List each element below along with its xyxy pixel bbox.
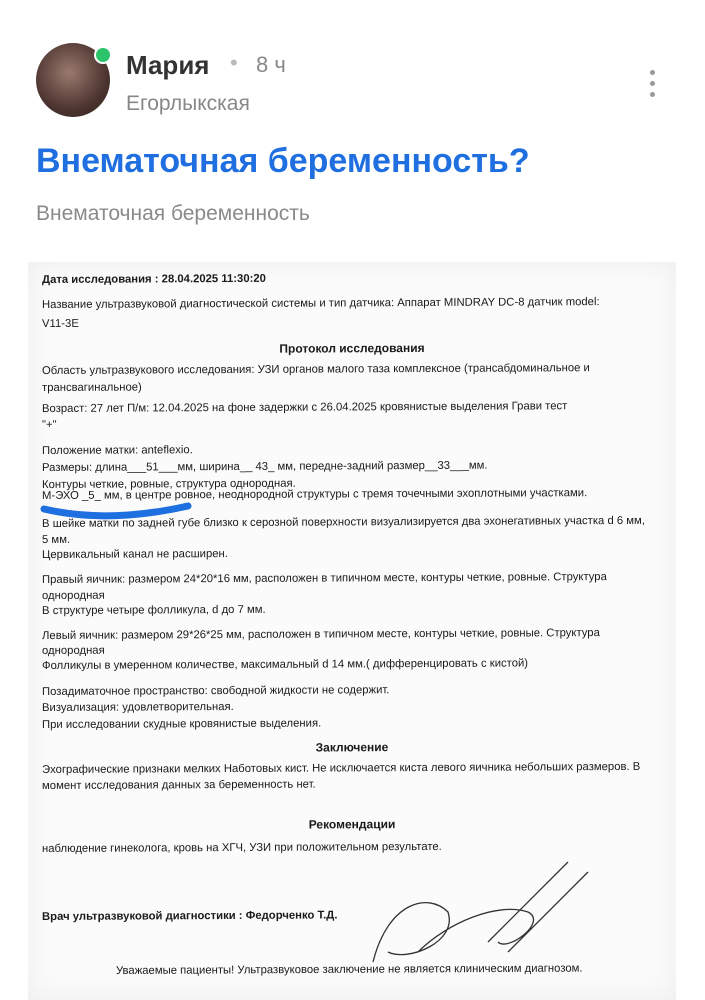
doc-line: М-ЭХО _5_ мм, в центре ровное, неоднородной структуры с тремя точечными эхоплотными участками. — [41, 487, 588, 502]
doc-line: Область ультразвукового исследования: УЗИ органов малого таза комплексное (трансабдоминальное и — [41, 362, 590, 377]
post-title: Внематочная беременность? — [36, 142, 530, 180]
post-subtitle: Внематочная беременность — [36, 202, 310, 225]
doc-line: Контуры четкие, ровные, структура однородная. — [41, 477, 296, 491]
doc-line: момент исследования данных за беременность нет. — [41, 778, 316, 792]
doc-line: Правый яичник: размером 24*20*16 мм, расположен в типичном месте, контуры четкие, ровные. Структура — [41, 571, 607, 586]
doc-line: Левый яичник: размером 29*26*25 мм, расположен в типичном месте, контуры четкие, ровные. Структура — [41, 627, 600, 642]
doc-line: наблюдение гинеколога, кровь на ХГЧ, УЗИ при положительном результате. — [41, 840, 442, 855]
doc-line: Цервикальный канал не расширен. — [41, 548, 228, 561]
doc-line: Фолликулы в умеренном количестве, максимальный d 14 мм.( дифференцировать с кистой) — [41, 657, 529, 672]
doc-line: однородная — [41, 589, 105, 602]
doc-line: "+" — [41, 418, 57, 431]
doc-line: В структуре четыре фолликула, d до 7 мм. — [41, 603, 266, 617]
ultrasound-report-photo[interactable] — [28, 262, 676, 1000]
doc-heading: Заключение — [315, 740, 389, 755]
doc-line: 5 мм. — [41, 533, 71, 546]
doc-heading: Рекомендации — [308, 817, 396, 832]
doc-line: однородная — [41, 644, 105, 657]
doc-line: Врач ультразвуковой диагностики : Федорченко Т.Д. — [41, 909, 338, 923]
doc-line: В шейке матки по задней губе близко к серозной поверхности визуализируется два эхонегативных участка d 6 мм, — [41, 514, 645, 530]
doc-line: V11-3E — [41, 317, 79, 330]
doc-line: Эхографические признаки мелких Наботовых кист. Не исключается киста левого яичника небольших размеров. В — [41, 760, 641, 776]
more-options-icon[interactable] — [646, 70, 658, 103]
post-time: 8 ч — [256, 52, 286, 77]
doc-line: Дата исследования : 28.04.2025 11:30:20 — [41, 272, 266, 286]
author-location: Егорлыкская — [126, 92, 250, 115]
separator-dot: • — [230, 50, 238, 75]
author-name[interactable]: Мария — [126, 50, 210, 80]
doc-line: Уважаемые пациенты! Ультразвуковое заключение не является клиническим диагнозом. — [115, 962, 583, 977]
doc-line: трансвагинальное) — [41, 381, 142, 394]
doc-line: Визуализация: удовлетворительная. — [41, 700, 234, 714]
doc-line: Название ультразвуковой диагностической системы и тип датчика: Аппарат MINDRAY DC-8 датчик model: — [41, 296, 600, 311]
doc-line: Позадиматочное пространство: свободной жидкости не содержит. — [41, 684, 390, 698]
doc-line: Положение матки: anteflexio. — [41, 444, 193, 457]
online-status-indicator — [94, 46, 112, 64]
signature — [28, 262, 676, 1000]
doc-line: При исследовании скудные кровянистые выделения. — [41, 717, 322, 731]
doc-line: Возраст: 27 лет П/м: 12.04.2025 на фоне задержки с 26.04.2025 кровянистые выделения Грави тест — [41, 400, 568, 415]
doc-heading: Протокол исследования — [279, 340, 425, 356]
doc-line: Размеры: длина___51___мм, ширина__ 43_ мм, передне-задний размер__33___мм. — [41, 459, 488, 474]
